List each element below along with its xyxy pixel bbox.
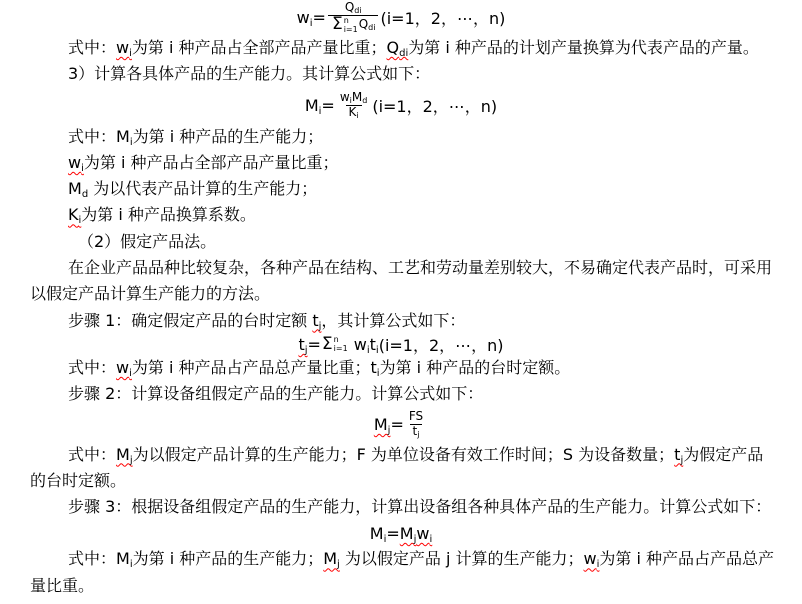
- subscript: j: [304, 344, 308, 356]
- subscripted-term: $Q_{di}$: [344, 0, 362, 15]
- sigma-sum-icon: [332, 16, 358, 34]
- text-run: 步骤 3：根据设备组假定产品的生产能力，计算出设备组各种具体产品的生产能力。计算公式如下：: [68, 497, 772, 517]
- subscript: j: [417, 430, 420, 440]
- subscripted-term: $M_i$: [304, 96, 322, 118]
- text-run: 为第 i 种产品换算系数。: [81, 205, 256, 225]
- subscript: di: [399, 48, 409, 59]
- text-run: =: [321, 96, 335, 116]
- subscripted-term: $M_i$: [369, 523, 387, 545]
- subscript: i: [129, 367, 132, 379]
- subscript: d: [362, 96, 368, 106]
- sigma-glyph: Σ: [321, 333, 333, 354]
- text-run: =: [312, 8, 326, 27]
- subscript: i: [309, 18, 313, 29]
- text-run: =: [307, 334, 321, 354]
- text-line: [0, 573, 802, 599]
- text-line: [0, 355, 802, 381]
- fraction: [337, 91, 371, 120]
- subscript: di: [354, 5, 362, 15]
- subscript: j: [680, 454, 684, 466]
- formula-line: [0, 0, 802, 35]
- spellcheck-flagged-term: $t_j$: [298, 334, 308, 356]
- spellcheck-flagged-term: $w_i$: [583, 549, 600, 571]
- subscripted-term: $K_i$: [348, 105, 359, 121]
- subscript: i: [366, 344, 370, 356]
- subscripted-term: $t_i$: [370, 357, 380, 379]
- text-run: 为假定产品: [683, 444, 764, 464]
- text-line: [0, 176, 802, 202]
- fraction: [328, 1, 379, 34]
- text-run: 为第 i 种产品占产品总产量比重；: [131, 357, 371, 377]
- text-run: =: [386, 523, 400, 543]
- subscript: i: [81, 162, 84, 174]
- text-run: （2）假定产品法。: [78, 231, 217, 251]
- text-line: [0, 150, 802, 176]
- sigma-glyph: Σ: [331, 14, 343, 35]
- subscript: i: [129, 136, 133, 148]
- sum-limits: n i=1: [343, 15, 358, 34]
- text-run: 为第 i 种产品占产品总产: [599, 549, 775, 569]
- text-run: 式中：: [68, 38, 117, 57]
- sigma-sum-icon: [322, 335, 348, 353]
- subscripted-term: $Q_{di}$: [358, 17, 376, 33]
- text-run: 式中：: [68, 549, 117, 569]
- subscript: i: [318, 106, 322, 118]
- fraction: [406, 410, 426, 439]
- text-line: [0, 255, 802, 281]
- text-run: 为第 i 种产品的生产能力；: [132, 549, 324, 569]
- subscript: j: [337, 559, 340, 571]
- text-run: =: [390, 415, 404, 435]
- subscript: i: [376, 367, 380, 379]
- text-line: [0, 468, 802, 494]
- text-run: 步骤 1：确定假定产品的台时定额: [68, 310, 313, 330]
- text-line: [0, 308, 802, 334]
- subscripted-term: $M_i$: [116, 549, 133, 571]
- text-run: FS: [408, 409, 424, 424]
- subscripted-term: $w_i$: [296, 8, 313, 29]
- subscript: j: [318, 320, 322, 332]
- text-line: [0, 124, 802, 150]
- text-line: [0, 202, 802, 228]
- subscript: d: [81, 189, 89, 201]
- text-run: 式中：: [68, 126, 117, 146]
- spellcheck-flagged-term: $t_j$: [312, 310, 322, 332]
- subscripted-term: $M_d$: [68, 179, 89, 201]
- subscript: j: [413, 533, 417, 545]
- text-run: (i=1，2，⋯，n): [378, 335, 504, 355]
- text-line: [0, 442, 802, 468]
- text-run: 在企业产品品种比较复杂，各种产品在结构、工艺和劳动量差别较大，不易确定代表产品时，可采用: [68, 258, 773, 278]
- text-run: 为以代表产品计算的生产能力；: [88, 179, 318, 199]
- text-run: (i=1，2，⋯，n): [380, 9, 506, 28]
- text-run: 量比重。: [30, 575, 95, 595]
- text-run: ，其计算公式如下：: [321, 310, 466, 330]
- text-run: 为以假定产品 j 计算的生产能力；: [339, 549, 584, 569]
- spellcheck-flagged-term: $w_i$: [116, 38, 132, 59]
- subscript: i: [375, 344, 379, 356]
- spellcheck-flagged-term: $M_j$: [323, 549, 340, 571]
- text-line: [0, 381, 802, 407]
- text-run: 以假定产品计算生产能力的方法。: [30, 284, 271, 304]
- text-run: 为第 i 种产品的台时定额。: [379, 357, 571, 377]
- text-line: [0, 546, 802, 572]
- spellcheck-flagged-term: $w_i$: [68, 152, 84, 174]
- subscript: i: [429, 533, 433, 545]
- formula-line: [0, 88, 802, 124]
- subscript: i: [129, 559, 133, 571]
- text-run: 式中：: [68, 357, 117, 377]
- text-run: 为第 i 种产品占全部产品产量比重；: [131, 38, 387, 57]
- spellcheck-flagged-term: $M_j$: [116, 444, 133, 466]
- formula-line: [0, 408, 802, 442]
- text-run: 为第 i 种产品占全部产品产量比重；: [83, 152, 339, 172]
- formula-line: [0, 334, 802, 355]
- text-line: [0, 281, 802, 307]
- subscripted-term: $t_j$: [412, 424, 420, 440]
- subscript: j: [387, 425, 391, 437]
- text-line: [0, 229, 802, 255]
- spellcheck-flagged-term: $K_i$: [68, 205, 82, 227]
- spellcheck-flagged-term: $w_i$: [116, 357, 132, 379]
- text-line: [0, 35, 802, 61]
- subscripted-term: $w_i$: [339, 90, 352, 106]
- text-line: [0, 494, 802, 520]
- subscript: i: [596, 559, 600, 571]
- text-run: 的台时定额。: [30, 470, 127, 490]
- subscript: i: [129, 48, 132, 59]
- subscript: i: [356, 111, 359, 121]
- subscripted-term: $M_d$: [351, 90, 368, 106]
- text-run: 为第 i 种产品的计划产量换算为代表产品的产量。: [408, 38, 759, 57]
- subscripted-term: $t_i$: [369, 334, 379, 356]
- subscripted-term: $M_i$: [116, 126, 133, 148]
- subscripted-term: $w_i$: [348, 334, 370, 356]
- text-line: [0, 61, 802, 87]
- text-run: 3）计算各具体产品的生产能力。其计算公式如下：: [68, 64, 431, 84]
- subscript: j: [129, 454, 133, 466]
- spellcheck-flagged-term: $M_j$: [373, 415, 391, 437]
- subscript: i: [349, 96, 352, 106]
- formula-line: [0, 520, 802, 546]
- text-run: 为以假定产品计算的生产能力；F 为单位设备有效工作时间；S 为设备数量；: [132, 444, 675, 464]
- spellcheck-flagged-term: $Q_{di}$: [386, 38, 409, 59]
- text-run: 式中：: [68, 444, 117, 464]
- spellcheck-flagged-term: $t_j$: [674, 444, 684, 466]
- text-run: 为第 i 种产品的生产能力；: [132, 126, 324, 146]
- subscript: i: [383, 533, 387, 545]
- spellcheck-flagged-term: $w_i$: [416, 523, 433, 545]
- sum-limits: n i=1: [333, 335, 348, 354]
- text-run: (i=1，2，⋯，n): [372, 97, 498, 117]
- text-run: 步骤 2：计算设备组假定产品的生产能力。计算公式如下：: [68, 384, 484, 404]
- spellcheck-flagged-term: $M_j$: [399, 523, 417, 545]
- subscript: i: [78, 215, 82, 227]
- subscript: di: [368, 23, 376, 33]
